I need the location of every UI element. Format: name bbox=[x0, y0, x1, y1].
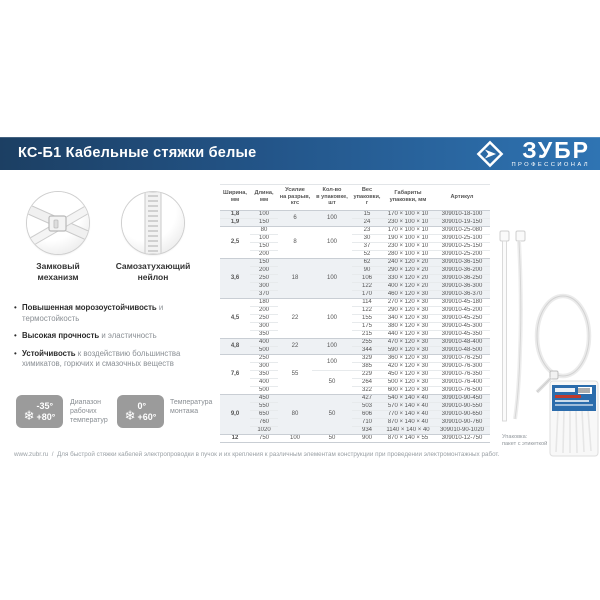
cell-wt: 322 bbox=[352, 386, 382, 394]
cell-wt: 606 bbox=[352, 410, 382, 418]
feature-item: • Высокая прочность и эластичность bbox=[14, 331, 222, 342]
temp-bottom: +80° bbox=[36, 411, 56, 422]
cell-wt: 122 bbox=[352, 282, 382, 290]
cell-force: 22 bbox=[278, 298, 312, 338]
cell-qty: 100 bbox=[312, 354, 352, 370]
cell-qty: 50 bbox=[312, 394, 352, 434]
cell-w: 9,0 bbox=[220, 394, 250, 434]
cell-w: 1,8 bbox=[220, 210, 250, 218]
column-header: Вес упаковки, г bbox=[352, 185, 382, 211]
cell-art: 309010-25-150 bbox=[434, 242, 490, 250]
brand-logo bbox=[476, 138, 590, 170]
table-row bbox=[220, 418, 490, 426]
cell-wt: 229 bbox=[352, 370, 382, 378]
table-row bbox=[220, 338, 490, 346]
cell-dims: 290 × 120 × 20 bbox=[382, 266, 434, 274]
cell-dims: 230 × 100 × 10 bbox=[382, 242, 434, 250]
spec-table bbox=[220, 184, 490, 443]
temp-top: -35° bbox=[36, 400, 54, 411]
cell-art: 309010-36-200 bbox=[434, 266, 490, 274]
cell-wt: 155 bbox=[352, 314, 382, 322]
temp-bottom: +60° bbox=[137, 411, 157, 422]
table-header-row bbox=[220, 185, 490, 211]
cell-w: 4,5 bbox=[220, 298, 250, 338]
cell-wt: 170 bbox=[352, 290, 382, 298]
cell-art: 309010-19-150 bbox=[434, 218, 490, 226]
cell-qty: 50 bbox=[312, 434, 352, 442]
cell-len: 350 bbox=[250, 370, 278, 378]
column-header: Ширина, мм bbox=[220, 185, 250, 211]
cell-wt: 503 bbox=[352, 402, 382, 410]
cell-art: 309010-90-650 bbox=[434, 410, 490, 418]
table-row bbox=[220, 274, 490, 282]
table-row bbox=[220, 210, 490, 218]
cell-wt: 710 bbox=[352, 418, 382, 426]
cell-dims: 360 × 120 × 30 bbox=[382, 354, 434, 362]
cell-qty: 100 bbox=[312, 298, 352, 338]
brand-name: ЗУБР bbox=[522, 137, 590, 163]
cell-len: 750 bbox=[250, 434, 278, 442]
mount-temp-label: Температура монтажа bbox=[170, 399, 213, 415]
column-header: Усилие на разрыв, кгс bbox=[278, 185, 312, 211]
cell-art: 309010-76-300 bbox=[434, 362, 490, 370]
column-header: Габариты упаковки, мм bbox=[382, 185, 434, 211]
cell-art: 309010-48-500 bbox=[434, 346, 490, 354]
table-row bbox=[220, 298, 490, 306]
page-title: КС-Б1 Кабельные стяжки белые bbox=[18, 145, 257, 161]
cell-dims: 600 × 120 × 30 bbox=[382, 386, 434, 394]
table-row bbox=[220, 242, 490, 250]
cell-len: 300 bbox=[250, 362, 278, 370]
cell-art: 309010-90-450 bbox=[434, 394, 490, 402]
cell-len: 150 bbox=[250, 258, 278, 266]
column-header: Кол-во в упаковке, шт bbox=[312, 185, 352, 211]
column-header: Длина, мм bbox=[250, 185, 278, 211]
cell-len: 300 bbox=[250, 322, 278, 330]
cell-w: 3,6 bbox=[220, 258, 250, 298]
cell-wt: 23 bbox=[352, 226, 382, 234]
snowflake-icon: ❄ bbox=[124, 408, 136, 423]
cell-art: 309010-45-250 bbox=[434, 314, 490, 322]
feature-list bbox=[14, 303, 222, 377]
cell-wt: 90 bbox=[352, 266, 382, 274]
cell-len: 150 bbox=[250, 242, 278, 250]
cell-art: 309010-12-750 bbox=[434, 434, 490, 442]
temp-top: 0° bbox=[137, 400, 147, 411]
cell-len: 100 bbox=[250, 210, 278, 218]
cell-qty: 100 bbox=[312, 258, 352, 298]
cell-wt: 37 bbox=[352, 242, 382, 250]
temp-range-label: Диапазон рабочих температур bbox=[70, 399, 108, 424]
cell-wt: 255 bbox=[352, 338, 382, 346]
cell-wt: 264 bbox=[352, 378, 382, 386]
table-row bbox=[220, 402, 490, 410]
cell-wt: 900 bbox=[352, 434, 382, 442]
cell-art: 309010-36-250 bbox=[434, 274, 490, 282]
cell-dims: 770 × 140 × 40 bbox=[382, 410, 434, 418]
table-row bbox=[220, 226, 490, 234]
cell-dims: 590 × 120 × 30 bbox=[382, 346, 434, 354]
cell-w: 1,9 bbox=[220, 218, 250, 226]
nylon-label: Самозатухающий нейлон bbox=[115, 261, 191, 282]
cell-qty: 50 bbox=[312, 370, 352, 394]
cell-dims: 540 × 140 × 40 bbox=[382, 394, 434, 402]
cell-art: 309010-76-500 bbox=[434, 386, 490, 394]
cell-wt: 215 bbox=[352, 330, 382, 338]
cell-force: 8 bbox=[278, 226, 312, 258]
cell-qty: 100 bbox=[312, 210, 352, 226]
brand-subtitle: ПРОФЕССИОНАЛ bbox=[511, 162, 590, 168]
cell-dims: 500 × 120 × 30 bbox=[382, 378, 434, 386]
cell-art: 309010-90-1020 bbox=[434, 426, 490, 434]
cell-dims: 1140 × 140 × 40 bbox=[382, 426, 434, 434]
table-row bbox=[220, 354, 490, 362]
cell-force: 80 bbox=[278, 394, 312, 434]
cell-len: 760 bbox=[250, 418, 278, 426]
packaging-caption: Упаковка: пакет с этикеткой bbox=[502, 434, 548, 447]
cell-dims: 460 × 120 × 30 bbox=[382, 290, 434, 298]
table-row bbox=[220, 218, 490, 226]
cell-dims: 280 × 100 × 10 bbox=[382, 250, 434, 258]
table-row bbox=[220, 378, 490, 386]
mount-temp-badge bbox=[117, 395, 164, 428]
cell-wt: 385 bbox=[352, 362, 382, 370]
table-row bbox=[220, 322, 490, 330]
cell-dims: 340 × 120 × 30 bbox=[382, 314, 434, 322]
table-row bbox=[220, 370, 490, 378]
table-row bbox=[220, 394, 490, 402]
cell-len: 550 bbox=[250, 402, 278, 410]
cell-wt: 329 bbox=[352, 354, 382, 362]
cell-dims: 380 × 120 × 30 bbox=[382, 322, 434, 330]
cell-len: 500 bbox=[250, 386, 278, 394]
cell-art: 309010-45-300 bbox=[434, 322, 490, 330]
lock-mechanism-icon bbox=[27, 192, 89, 254]
footer bbox=[14, 451, 586, 459]
cell-art: 309010-45-350 bbox=[434, 330, 490, 338]
feature-item: • Устойчивость к воздействию большинства химикатов, горючих и смазочных веществ bbox=[14, 349, 222, 370]
cell-dims: 470 × 120 × 30 bbox=[382, 338, 434, 346]
table-row bbox=[220, 282, 490, 290]
cell-dims: 330 × 120 × 20 bbox=[382, 274, 434, 282]
table-row bbox=[220, 250, 490, 258]
cell-wt: 106 bbox=[352, 274, 382, 282]
cell-force: 18 bbox=[278, 258, 312, 298]
cell-dims: 170 × 100 × 10 bbox=[382, 210, 434, 218]
lock-mechanism-label: Замковый механизм bbox=[36, 261, 80, 282]
cell-w: 7,6 bbox=[220, 354, 250, 394]
cell-wt: 15 bbox=[352, 210, 382, 218]
cell-art: 309010-76-350 bbox=[434, 370, 490, 378]
cell-dims: 870 × 140 × 40 bbox=[382, 418, 434, 426]
cell-qty: 100 bbox=[312, 338, 352, 354]
cell-art: 309010-45-180 bbox=[434, 298, 490, 306]
cell-force: 100 bbox=[278, 434, 312, 442]
cell-len: 350 bbox=[250, 330, 278, 338]
cell-len: 200 bbox=[250, 266, 278, 274]
header-bar bbox=[0, 137, 600, 170]
table-row bbox=[220, 426, 490, 434]
cell-art: 309010-36-370 bbox=[434, 290, 490, 298]
cell-len: 150 bbox=[250, 218, 278, 226]
cell-art: 309010-45-200 bbox=[434, 306, 490, 314]
cell-len: 650 bbox=[250, 410, 278, 418]
cell-dims: 570 × 140 × 40 bbox=[382, 402, 434, 410]
cell-len: 180 bbox=[250, 298, 278, 306]
cell-dims: 270 × 120 × 30 bbox=[382, 298, 434, 306]
cell-art: 309010-25-080 bbox=[434, 226, 490, 234]
cell-qty: 100 bbox=[312, 226, 352, 258]
table-row bbox=[220, 386, 490, 394]
cell-w: 4,8 bbox=[220, 338, 250, 354]
cell-art: 309010-25-100 bbox=[434, 234, 490, 242]
cell-art: 309010-25-200 bbox=[434, 250, 490, 258]
cell-len: 500 bbox=[250, 346, 278, 354]
table-row bbox=[220, 234, 490, 242]
cell-dims: 420 × 120 × 30 bbox=[382, 362, 434, 370]
cell-force: 22 bbox=[278, 338, 312, 354]
cell-art: 309010-48-400 bbox=[434, 338, 490, 346]
cell-art: 309010-76-400 bbox=[434, 378, 490, 386]
cell-art: 309010-90-550 bbox=[434, 402, 490, 410]
table-row bbox=[220, 362, 490, 370]
cell-art: 309010-18-100 bbox=[434, 210, 490, 218]
feature-item: • Повышенная морозоустойчивость и термостойкость bbox=[14, 303, 222, 324]
temp-range-badge bbox=[16, 395, 63, 428]
spec-table-container bbox=[220, 184, 490, 443]
cell-len: 250 bbox=[250, 314, 278, 322]
cell-dims: 870 × 140 × 55 bbox=[382, 434, 434, 442]
snowflake-icon: ❄ bbox=[23, 408, 35, 423]
cell-wt: 427 bbox=[352, 394, 382, 402]
table-row bbox=[220, 314, 490, 322]
cell-wt: 30 bbox=[352, 234, 382, 242]
cell-art: 309010-36-300 bbox=[434, 282, 490, 290]
cell-art: 309010-90-760 bbox=[434, 418, 490, 426]
table-row bbox=[220, 330, 490, 338]
cell-len: 370 bbox=[250, 290, 278, 298]
footer-separator: / bbox=[51, 451, 54, 458]
table-row bbox=[220, 410, 490, 418]
cell-art: 309010-76-250 bbox=[434, 354, 490, 362]
cell-wt: 122 bbox=[352, 306, 382, 314]
table-row bbox=[220, 266, 490, 274]
site-link[interactable]: www.zubr.ru bbox=[14, 451, 49, 458]
cell-len: 450 bbox=[250, 394, 278, 402]
cell-dims: 290 × 120 × 30 bbox=[382, 306, 434, 314]
cell-dims: 230 × 100 × 10 bbox=[382, 218, 434, 226]
cell-wt: 52 bbox=[352, 250, 382, 258]
cell-wt: 62 bbox=[352, 258, 382, 266]
cell-force: 6 bbox=[278, 210, 312, 226]
cell-dims: 240 × 120 × 20 bbox=[382, 258, 434, 266]
cell-dims: 450 × 120 × 30 bbox=[382, 370, 434, 378]
cell-len: 250 bbox=[250, 354, 278, 362]
cell-force: 55 bbox=[278, 354, 312, 394]
cell-dims: 170 × 100 × 10 bbox=[382, 226, 434, 234]
table-row bbox=[220, 434, 490, 442]
cell-len: 80 bbox=[250, 226, 278, 234]
cell-len: 400 bbox=[250, 338, 278, 346]
cable-tie-straight-image bbox=[500, 231, 509, 241]
cell-len: 200 bbox=[250, 306, 278, 314]
cell-dims: 190 × 100 × 10 bbox=[382, 234, 434, 242]
footer-text: Для быстрой стяжки кабелей электропроводки в пучок и их крепления к различным элементам конструкции при проведении электромонтажных работ. bbox=[57, 451, 500, 458]
cell-wt: 934 bbox=[352, 426, 382, 434]
cell-len: 400 bbox=[250, 378, 278, 386]
table-row bbox=[220, 258, 490, 266]
cell-len: 1020 bbox=[250, 426, 278, 434]
cell-wt: 175 bbox=[352, 322, 382, 330]
cell-wt: 344 bbox=[352, 346, 382, 354]
cell-len: 250 bbox=[250, 274, 278, 282]
cell-len: 100 bbox=[250, 234, 278, 242]
cell-dims: 400 × 120 × 20 bbox=[382, 282, 434, 290]
self-extinguishing-nylon-icon bbox=[122, 192, 184, 254]
cell-len: 200 bbox=[250, 250, 278, 258]
cell-len: 300 bbox=[250, 282, 278, 290]
cell-wt: 114 bbox=[352, 298, 382, 306]
cell-dims: 440 × 120 × 30 bbox=[382, 330, 434, 338]
cell-art: 309010-36-150 bbox=[434, 258, 490, 266]
cell-w: 12 bbox=[220, 434, 250, 442]
table-row bbox=[220, 290, 490, 298]
table-row bbox=[220, 306, 490, 314]
cell-wt: 24 bbox=[352, 218, 382, 226]
brand-diamond-icon bbox=[476, 140, 504, 168]
column-header: Артикул bbox=[434, 185, 490, 211]
cell-w: 2,5 bbox=[220, 226, 250, 258]
table-row bbox=[220, 346, 490, 354]
